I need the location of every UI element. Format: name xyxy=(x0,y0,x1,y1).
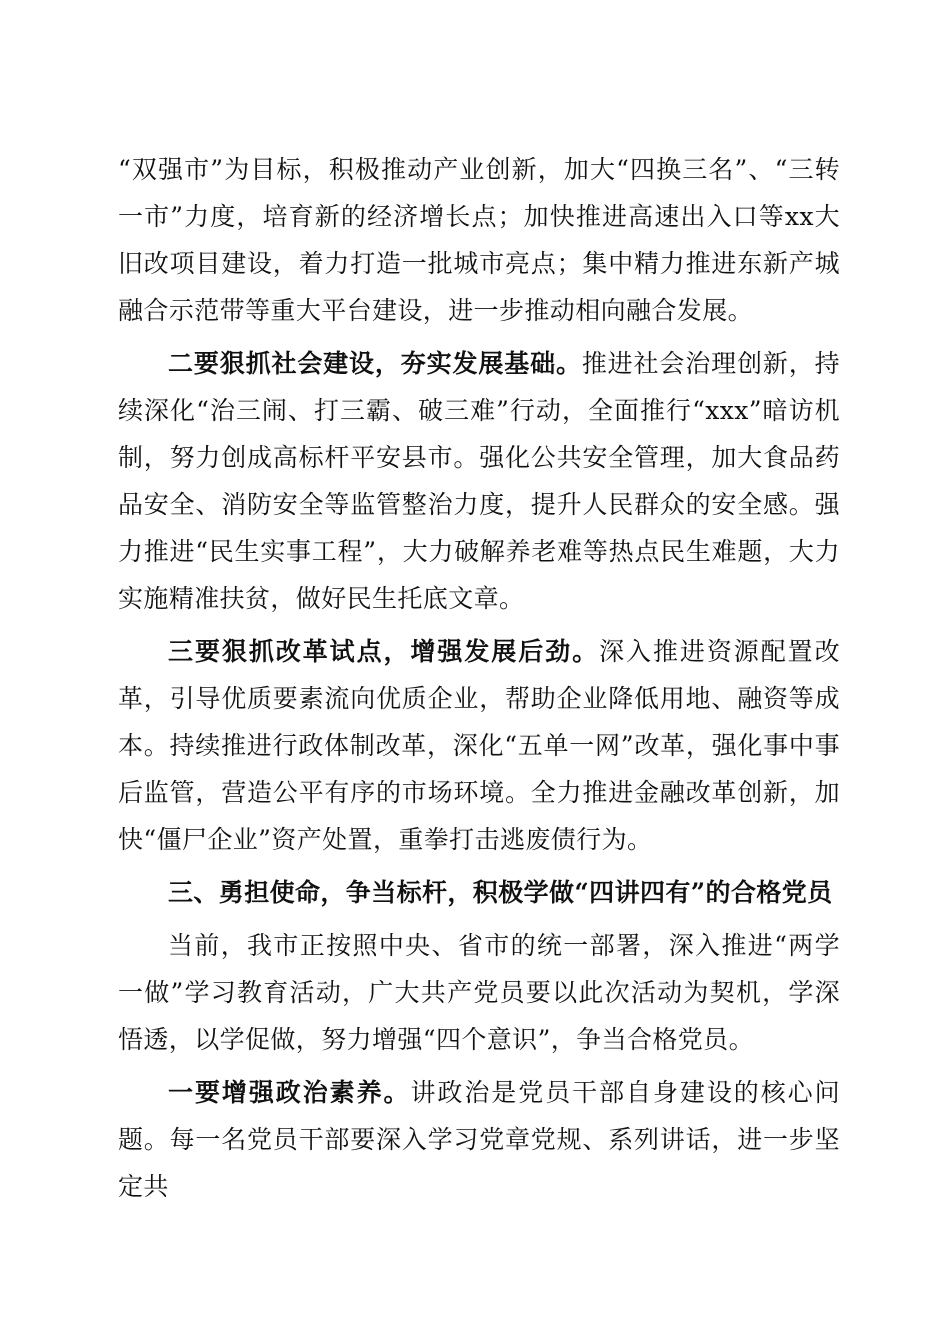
paragraph-political-quality xyxy=(118,1069,840,1210)
paragraph-text: 讲政治是党员干部自身建设的核心问题。每一名党员干部要深入学习党章党规、系列讲话，进一步坚定共 xyxy=(118,1078,841,1201)
paragraph-continuation xyxy=(118,146,840,334)
document-body xyxy=(118,146,840,1216)
paragraph-two-studies xyxy=(118,922,840,1063)
paragraph-social-construction xyxy=(118,340,840,622)
paragraph-text: 当前，我市正按照中央、省市的统一部署，深入推进“两学一做”学习教育活动，广大共产党员要以此次活动为契机，学深悟透，以学促做，努力增强“四个意识”，争当合格党员。 xyxy=(118,931,840,1054)
paragraph-reform-pilot xyxy=(118,628,840,863)
paragraph-lead: 一要增强政治素养。 xyxy=(168,1078,411,1107)
paragraph-lead: 三要狠抓改革试点，增强发展后劲。 xyxy=(168,637,600,666)
paragraph-text: “双强市”为目标，积极推动产业创新，加大“四换三名”、“三转一市”力度，培育新的经济增长点；加快推进高速出入口等xx大旧改项目建设，着力打造一批城市亮点；集中精力推进东新产城融合示范带等重大平台建设，进一步推动相向融合发展。 xyxy=(118,155,840,325)
paragraph-text: 推进社会治理创新，持续深化“治三闹、打三霸、破三难”行动，全面推行“xxx”暗访机制，努力创成高标杆平安县市。强化公共安全管理，加大食品药品安全、消防安全等监管整治力度，提升人民群众的安全感。强力推进“民生实事工程”，大力破解养老难等热点民生难题，大力实施精准扶贫，做好民生托底文章。 xyxy=(118,349,840,613)
paragraph-lead: 二要狠抓社会建设，夯实发展基础。 xyxy=(168,349,582,378)
paragraph-text: 深入推进资源配置改革，引导优质要素流向优质企业，帮助企业降低用地、融资等成本。持续推进行政体制改革，深化“五单一网”改革，强化事中事后监管，营造公平有序的市场环境。全力推进金融改革创新，加快“僵尸企业”资产处置，重拳打击逃废债行为。 xyxy=(118,637,840,854)
section-heading: 三、勇担使命，争当标杆，积极学做“四讲四有”的合格党员 xyxy=(168,878,833,907)
